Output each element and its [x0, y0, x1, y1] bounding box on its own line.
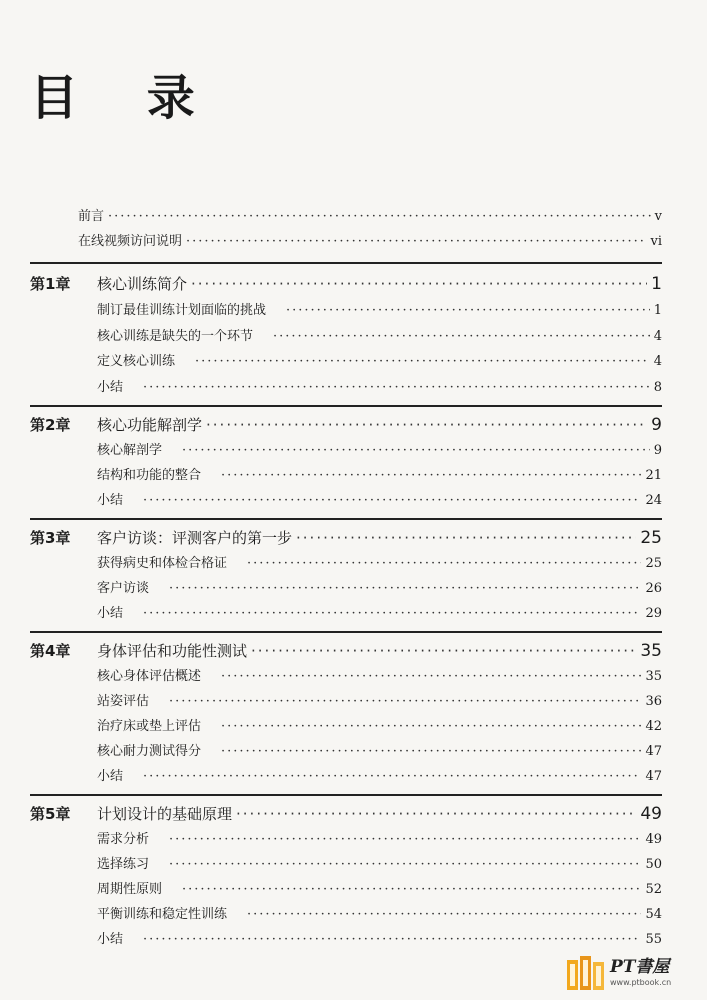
chapter-number: 第1章	[30, 275, 71, 293]
dot-leader	[221, 744, 641, 759]
section-title: 选择练习	[97, 857, 150, 872]
section-title: 定义核心训练	[97, 354, 176, 369]
section-title: 核心身体评估概述	[97, 669, 202, 684]
section-entry[interactable]	[97, 439, 662, 458]
toc-entry-label: 前言	[78, 209, 105, 224]
chapter-title: 核心功能解剖学	[97, 416, 203, 434]
section-title: 小结	[97, 380, 124, 395]
dot-leader	[143, 493, 641, 508]
dot-leader	[191, 275, 647, 293]
dot-leader	[286, 303, 650, 318]
chapter-page: 35	[640, 641, 662, 661]
chapter-number: 第3章	[30, 529, 71, 547]
section-title: 核心训练是缺失的一个环节	[97, 329, 254, 344]
dot-leader	[221, 669, 641, 684]
toc-entry-page: vi	[650, 234, 662, 249]
dot-leader	[182, 882, 641, 897]
chapter-title: 核心训练简介	[97, 275, 188, 293]
section-entry[interactable]	[97, 552, 662, 571]
watermark-url: www.ptbook.cn	[610, 978, 672, 987]
section-entry[interactable]	[97, 828, 662, 847]
dot-leader	[143, 606, 641, 621]
section-title: 需求分析	[97, 832, 150, 847]
section-entry[interactable]	[97, 665, 662, 684]
section-title: 平衡训练和稳定性训练	[97, 907, 228, 922]
section-title: 小结	[97, 769, 124, 784]
section-entry[interactable]	[97, 325, 662, 344]
section-title: 客户访谈	[97, 581, 150, 596]
section-page: 29	[645, 606, 662, 621]
section-page: 4	[653, 329, 662, 344]
section-entry[interactable]	[97, 489, 662, 508]
section-entry[interactable]	[97, 903, 662, 922]
section-page: 25	[645, 556, 662, 571]
chapter-page: 1	[651, 274, 662, 294]
dot-leader	[221, 468, 641, 483]
section-page: 49	[645, 832, 662, 847]
dot-leader	[143, 380, 650, 395]
dot-leader	[273, 329, 650, 344]
section-entry[interactable]	[97, 577, 662, 596]
section-page: 36	[645, 694, 662, 709]
dot-leader	[221, 719, 641, 734]
section-entry[interactable]	[97, 690, 662, 709]
section-entry[interactable]	[97, 602, 662, 621]
section-entry[interactable]	[97, 740, 662, 759]
section-page: 55	[645, 932, 662, 947]
section-page: 9	[653, 443, 662, 458]
chapter-page: 25	[640, 528, 662, 548]
section-page: 54	[645, 907, 662, 922]
section-page: 26	[645, 581, 662, 596]
chapter-divider	[30, 794, 662, 796]
section-title: 小结	[97, 606, 124, 621]
toc-entry-preface[interactable]	[78, 205, 662, 224]
dot-leader	[143, 769, 641, 784]
chapter-divider	[30, 518, 662, 520]
dot-leader	[195, 354, 650, 369]
chapter-entry-2[interactable]	[30, 414, 662, 435]
dot-leader	[169, 832, 641, 847]
dot-leader	[206, 416, 647, 434]
dot-leader	[169, 581, 641, 596]
section-title: 制订最佳训练计划面临的挑战	[97, 303, 267, 318]
chapter-title: 身体评估和功能性测试	[97, 642, 248, 660]
section-title: 获得病史和体检合格证	[97, 556, 228, 571]
section-title: 周期性原则	[97, 882, 163, 897]
chapter-number: 第4章	[30, 642, 71, 660]
chapter-number: 第2章	[30, 416, 71, 434]
chapter-entry-4[interactable]	[30, 640, 662, 661]
dot-leader	[247, 907, 641, 922]
section-page: 21	[645, 468, 662, 483]
section-entry[interactable]	[97, 376, 662, 395]
section-title: 小结	[97, 932, 124, 947]
chapter-divider	[30, 631, 662, 633]
chapter-entry-3[interactable]	[30, 527, 662, 548]
section-page: 4	[653, 354, 662, 369]
section-page: 52	[645, 882, 662, 897]
book-icon	[566, 954, 606, 992]
section-entry[interactable]	[97, 928, 662, 947]
chapter-number: 第5章	[30, 805, 71, 823]
section-entry[interactable]	[97, 350, 662, 369]
dot-leader	[108, 209, 651, 224]
section-title: 核心解剖学	[97, 443, 163, 458]
section-page: 24	[645, 493, 662, 508]
section-page: 47	[645, 744, 662, 759]
section-page: 47	[645, 769, 662, 784]
dot-leader	[186, 234, 646, 249]
section-entry[interactable]	[97, 299, 662, 318]
dot-leader	[169, 857, 641, 872]
section-page: 35	[645, 669, 662, 684]
watermark-brand: PT書屋	[610, 957, 670, 977]
toc-entry-label: 在线视频访问说明	[78, 234, 183, 249]
chapter-page: 9	[651, 415, 662, 435]
dot-leader	[247, 556, 641, 571]
section-page: 50	[645, 857, 662, 872]
dot-leader	[251, 642, 636, 660]
section-page: 42	[645, 719, 662, 734]
section-title: 站姿评估	[97, 694, 150, 709]
dot-leader	[169, 694, 641, 709]
chapter-divider	[30, 405, 662, 407]
page-title: 目 录	[30, 70, 221, 126]
section-title: 核心耐力测试得分	[97, 744, 202, 759]
chapter-divider	[30, 262, 662, 264]
dot-leader	[236, 805, 636, 823]
section-page: 8	[653, 380, 662, 395]
section-entry[interactable]	[97, 464, 662, 483]
dot-leader	[143, 932, 641, 947]
toc-entry-page: v	[654, 209, 662, 224]
chapter-title: 客户访谈：评测客户的第一步	[97, 529, 293, 547]
chapter-entry-5[interactable]	[30, 803, 662, 824]
dot-leader	[296, 529, 636, 547]
chapter-title: 计划设计的基础原理	[97, 805, 233, 823]
section-title: 结构和功能的整合	[97, 468, 202, 483]
chapter-entry-1[interactable]	[30, 273, 662, 294]
section-entry[interactable]	[97, 853, 662, 872]
section-entry[interactable]	[97, 715, 662, 734]
section-entry[interactable]	[97, 765, 662, 784]
chapter-page: 49	[640, 804, 662, 824]
section-page: 1	[653, 303, 662, 318]
dot-leader	[182, 443, 650, 458]
section-entry[interactable]	[97, 878, 662, 897]
toc-entry-online-video[interactable]	[78, 230, 662, 249]
section-title: 治疗床或垫上评估	[97, 719, 202, 734]
section-title: 小结	[97, 493, 124, 508]
watermark-logo	[566, 952, 696, 994]
